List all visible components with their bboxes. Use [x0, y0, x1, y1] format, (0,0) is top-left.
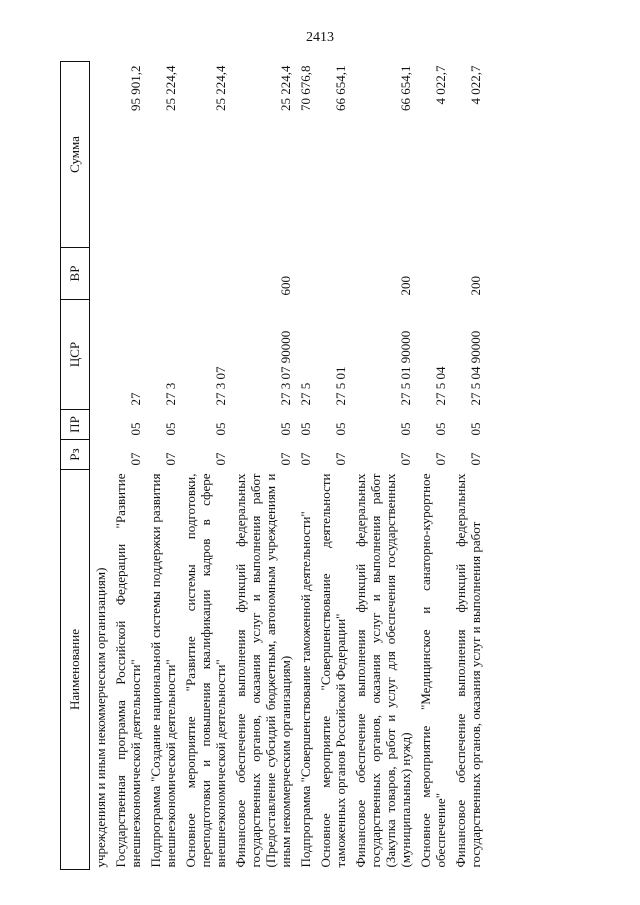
row-csr: 27 5: [298, 382, 313, 406]
row-name: Основное мероприятие "Развитие системы подготовки, переподготовки и повышения квалификации кадров в сфере внешнеэкономической деятельности": [183, 473, 228, 868]
table-row: [316, 62, 351, 870]
row-name: Подпрограмма "Создание национальной системы поддержки развития внешнеэкономической деятельности": [148, 473, 178, 868]
row-pr: 05: [468, 422, 483, 436]
table-header-row: [61, 62, 90, 870]
row-rz: [90, 440, 112, 470]
row-vr: [181, 248, 231, 300]
rotated-page-content: [60, 62, 605, 870]
page-number: 2413: [306, 30, 334, 45]
row-name: Основное мероприятие "Медицинское и санаторно-курортное обеспечение": [418, 473, 448, 868]
row-name: Финансовое обеспечение выполнения функций федеральных государственных органов, оказания услуг и выполнения работ (Предоставление субсидий бюджетным, автономным учреждениям и иным некоммерческим организациям): [233, 473, 293, 868]
row-csr: 27 3 07: [213, 366, 228, 406]
row-name: Финансовое обеспечение выполнения функций федеральных государственных органов, оказания услуг и выполнения работ (Закупка товаров, работ и услуг для обеспечения государственных (муниципальных) нужд): [353, 473, 413, 868]
row-sum: 4 022,7: [468, 65, 483, 105]
row-rz: 07: [278, 452, 293, 466]
row-csr: 27 3 07 90000: [278, 330, 293, 406]
row-csr: 27 5 04 90000: [468, 330, 483, 406]
row-pr: 05: [213, 422, 228, 436]
row-csr: 27 5 01 90000: [398, 330, 413, 406]
budget-table: [60, 61, 486, 870]
header-vr: ВР: [61, 248, 90, 300]
row-rz: 07: [468, 452, 483, 466]
row-pr: 05: [298, 422, 313, 436]
row-vr: [146, 248, 181, 300]
row-sum: 25 224,4: [278, 65, 293, 111]
row-vr: [90, 248, 112, 300]
table-row: [416, 62, 451, 870]
row-rz: 07: [398, 452, 413, 466]
row-csr: [90, 300, 112, 410]
row-sum: 4 022,7: [433, 65, 448, 105]
row-pr: 05: [163, 422, 178, 436]
row-sum: 25 224,4: [163, 65, 178, 111]
row-sum: 66 654,1: [398, 65, 413, 111]
table-row: [111, 62, 146, 870]
table-row: [181, 62, 231, 870]
row-pr: 05: [433, 422, 448, 436]
header-csr: ЦСР: [61, 300, 90, 410]
table-row: [296, 62, 316, 870]
row-vr: 600: [278, 276, 293, 296]
table-row: [451, 62, 486, 870]
row-vr: 200: [468, 276, 483, 296]
row-name: Подпрограмма "Совершенствование таможенной деятельности": [298, 511, 313, 868]
row-rz: 07: [163, 452, 178, 466]
row-rz: 07: [128, 452, 143, 466]
header-sum: Сумма: [61, 62, 90, 248]
row-name: Финансовое обеспечение выполнения функций федеральных государственных органов, оказания услуг и выполнения работ: [453, 473, 483, 868]
row-rz: 07: [433, 452, 448, 466]
header-pr: ПР: [61, 410, 90, 440]
row-rz: 07: [333, 452, 348, 466]
row-pr: 05: [278, 422, 293, 436]
row-name: Государственная программа Российской Федерации "Развитие внешнеэкономической деятельности": [113, 473, 143, 868]
row-csr: 27 5 04: [433, 366, 448, 406]
row-rz: 07: [213, 452, 228, 466]
row-name: Основное мероприятие "Совершенствование деятельности таможенных органов Российской Федерации": [318, 473, 348, 868]
row-sum: 66 654,1: [333, 65, 348, 111]
row-sum: 95 901,2: [128, 65, 143, 111]
header-rz: Рз: [61, 440, 90, 470]
row-rz: 07: [298, 452, 313, 466]
row-vr: [316, 248, 351, 300]
table-row: [231, 62, 296, 870]
table-row: [90, 62, 112, 870]
row-vr: [416, 248, 451, 300]
row-pr: 05: [333, 422, 348, 436]
table-row: [146, 62, 181, 870]
row-csr: 27 5 01: [333, 366, 348, 406]
row-pr: [90, 410, 112, 440]
table-row: [351, 62, 416, 870]
row-csr: 27 3: [163, 382, 178, 406]
row-sum: 70 676,8: [298, 65, 313, 111]
row-vr: [111, 248, 146, 300]
row-csr: 27: [128, 392, 143, 406]
header-name: Наименование: [61, 470, 90, 870]
row-pr: 05: [398, 422, 413, 436]
row-sum: [90, 62, 112, 248]
row-vr: [296, 248, 316, 300]
row-pr: 05: [128, 422, 143, 436]
row-sum: 25 224,4: [213, 65, 228, 111]
row-name: учреждениям и иным некоммерческим организациям): [93, 567, 108, 868]
row-vr: 200: [398, 276, 413, 296]
